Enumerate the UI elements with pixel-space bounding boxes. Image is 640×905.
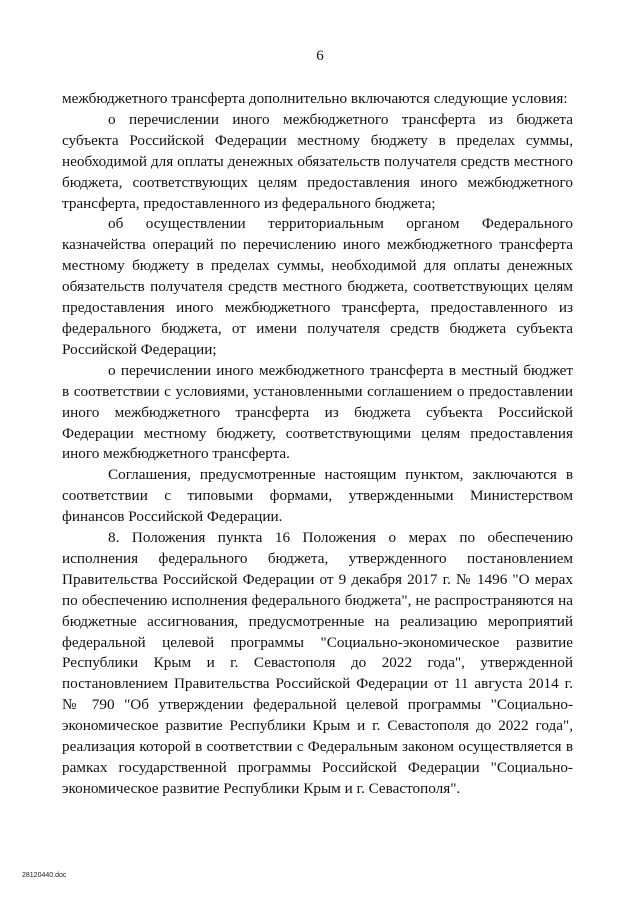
document-body xyxy=(62,89,573,800)
paragraph-continuation: межбюджетного трансферта дополнительно включаются следующие условия: xyxy=(62,90,568,107)
paragraph-agreements: Соглашения, предусмотренные настоящим пунктом, заключаются в соответствии с типовыми формами, утвержденными Министерством финансов Российской Федерации. xyxy=(62,466,573,526)
paragraph-condition-3: о перечислении иного межбюджетного трансферта в местный бюджет в соответствии с условиями, установленными соглашением о предоставлении иного межбюджетного трансферта из бюджета субъекта Российской Федерации местному бюджету, соответствующими целям предоставления иного межбюджетного трансферта. xyxy=(62,361,573,463)
page-number: 6 xyxy=(316,48,324,64)
paragraph-condition-1: о перечислении иного межбюджетного трансферта из бюджета субъекта Российской Федерации местному бюджету в пределах суммы, необходимой для оплаты денежных обязательств получателя средств местного бюджета, соответствующих целям предоставления иного межбюджетного трансферта, предоставленного из федерального бюджета; xyxy=(62,110,573,212)
paragraph-condition-2: об осуществлении территориальным органом Федерального казначейства операций по перечислению иного межбюджетного трансферта местному бюджету в пределах суммы, необходимой для оплаты денежных обязательств получателя средств местного бюджета, соответствующих целям предоставления иного межбюджетного трансферта, предоставленного из федерального бюджета, от имени получателя средств бюджета субъекта Российской Федерации; xyxy=(62,215,573,358)
paragraph-item-8: 8. Положения пункта 16 Положения о мерах по обеспечению исполнения федерального бюджета, утвержденного постановлением Правительства Российской Федерации от 9 декабря 2017 г. № 1496 "О мерах по обеспечению исполнения федерального бюджета", не распространяются на бюджетные ассигнования, предусмотренные на реализацию мероприятий федеральной целевой программы "Социально-экономическое развитие Республики Крым и г. Севастополя до 2022 года", утвержденной постановлением Правительства Российской Федерации от 11 августа 2014 г. № 790 "Об утверждении федеральной целевой программы "Социально-экономическое развитие Республики Крым и г. Севастополя до 2022 года", реализация которой в соответствии с Федеральным законом осуществляется в рамках государственной программы Российской Федерации "Социально-экономическое развитие Республики Крым и г. Севастополя". xyxy=(62,529,573,797)
footer-file-code: 28120440.doc xyxy=(22,872,67,879)
